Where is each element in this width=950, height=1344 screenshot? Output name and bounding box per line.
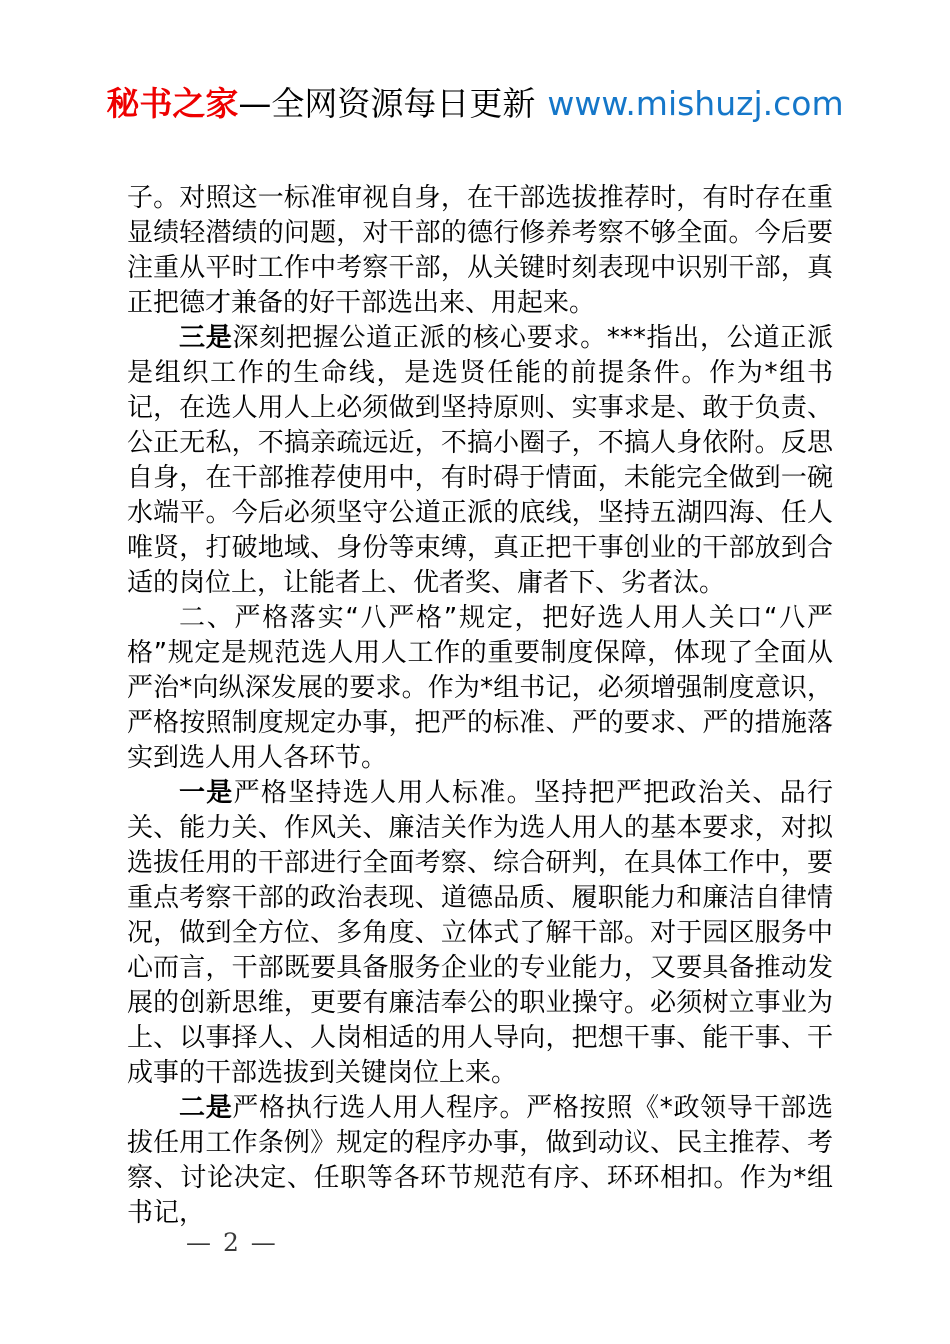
site-header	[0, 84, 950, 124]
site-url: www.mishuzj.com	[547, 84, 844, 123]
paragraph-text: 严格坚持选人用人标准。坚持把严把政治关、品行关、能力关、作风关、廉洁关作为选人用人的基本要求，对拟选拔任用的干部进行全面考察、综合研判，在具体工作中，要重点考察干部的政治表现、道德品质、履职能力和廉洁自律情况，做到全方位、多角度、立体式了解干部。对于园区服务中心而言，干部既要具备服务企业的专业能力，又要具备推动发展的创新思维，更要有廉洁奉公的职业操守。必须树立事业为上、以事择人、人岗相适的用人导向，把想干事、能干事、干成事的干部选拔到关键岗位上来。	[127, 778, 833, 1088]
paragraph-lead: 三是	[179, 323, 233, 353]
site-tagline: —全网资源每日更新	[238, 84, 536, 123]
paragraph-point-one	[127, 776, 833, 1091]
document-body	[127, 181, 833, 1231]
paragraph-lead: 二是	[179, 1093, 233, 1123]
paragraph-lead: 一是	[179, 778, 234, 808]
paragraph-text: 子。对照这一标准审视自身，在干部选拔推荐时，有时存在重显绩轻潜绩的问题，对干部的德行修养考察不够全面。今后要注重从平时工作中考察干部，从关键时刻表现中识别干部，真正把德才兼备的好干部选出来、用起来。	[127, 183, 833, 318]
paragraph-continuation	[127, 181, 833, 321]
paragraph-point-two	[127, 1091, 833, 1231]
paragraph-text: 深刻把握公道正派的核心要求。***指出，公道正派是组织工作的生命线，是选贤任能的前提条件。作为*组书记，在选人用人上必须做到坚持原则、实事求是、敢于负责、公正无私，不搞亲疏远近，不搞小圈子，不搞人身依附。反思自身，在干部推荐使用中，有时碍于情面，未能完全做到一碗水端平。今后必须坚守公道正派的底线，坚持五湖四海、任人唯贤，打破地域、身份等束缚，真正把干事创业的干部放到合适的岗位上，让能者上、优者奖、庸者下、劣者汰。	[127, 323, 833, 598]
site-brand: 秘书之家	[106, 84, 239, 123]
paragraph-text: 二、严格落实“八严格”规定，把好选人用人关口“八严格”规定是规范选人用人工作的重要制度保障，体现了全面从严治*向纵深发展的要求。作为*组书记，必须增强制度意识，严格按照制度规定办事，把严的标准、严的要求、严的措施落实到选人用人各环节。	[127, 603, 833, 773]
paragraph-text: 严格执行选人用人程序。严格按照《*政领导干部选拔任用工作条例》规定的程序办事，做到动议、民主推荐、考察、讨论决定、任职等各环节规范有序、环环相扣。作为*组书记，	[127, 1093, 833, 1228]
paragraph-point-three	[127, 321, 833, 601]
paragraph-section-two	[127, 601, 833, 776]
page-number: — 2 —	[186, 1228, 278, 1257]
